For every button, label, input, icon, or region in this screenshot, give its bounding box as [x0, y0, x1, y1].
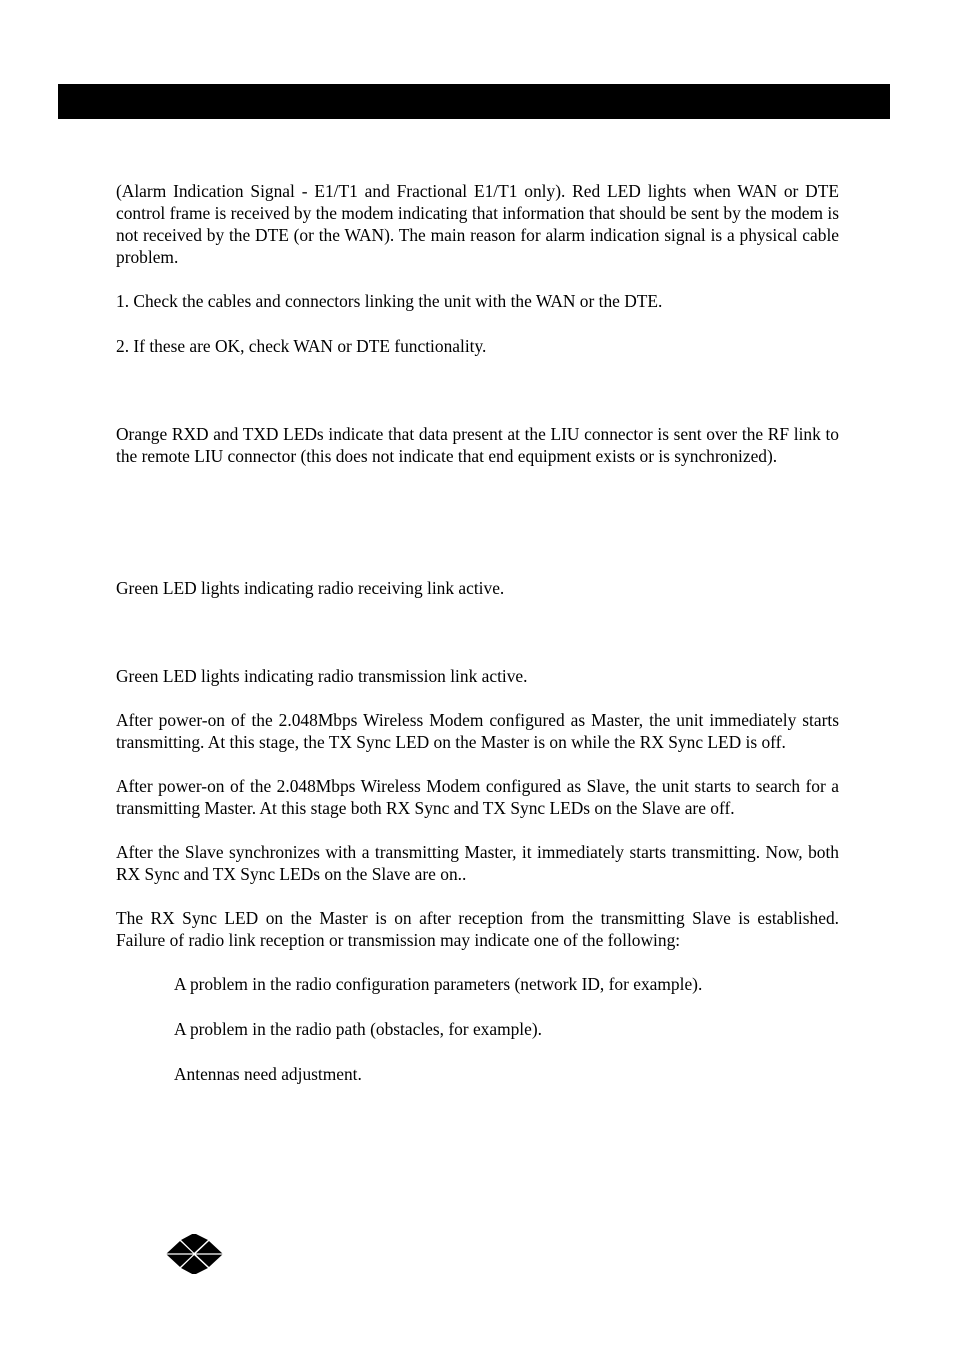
master-poweron-paragraph: After power-on of the 2.048Mbps Wireless Modem configured as Master, the unit immediately starts transmitting. At this stage, the TX Sync LED on the Master is on while the RX Sync LED is off. [116, 710, 839, 752]
slave-poweron-paragraph: After power-on of the 2.048Mbps Wireless Modem configured as Slave, the unit starts to search for a transmitting Master. At this stage both RX Sync and TX Sync LEDs on the Slave are off. [116, 776, 839, 818]
slave-sync-paragraph: After the Slave synchronizes with a transmitting Master, it immediately starts transmitting. Now, both RX Sync and TX Sync LEDs on the Slave are on.. [116, 842, 839, 884]
ais-step-1: 1. Check the cables and connectors linking the unit with the WAN or the DTE. [116, 291, 663, 311]
tx-sync-description: Green LED lights indicating radio transmission link active. [116, 666, 528, 686]
header-bar [58, 84, 890, 119]
ais-step-2: 2. If these are OK, check WAN or DTE functionality. [116, 336, 487, 356]
ais-description: (Alarm Indication Signal - E1/T1 and Fractional E1/T1 only). Red LED lights when WAN or DTE control frame is received by the modem indicating that information that should be sent by the modem is not received by the DTE (or the WAN). The main reason for alarm indication signal is a physical cable problem. [116, 181, 839, 267]
failure-cause-item: A problem in the radio path (obstacles, for example). [174, 1019, 542, 1039]
failure-cause-item: Antennas need adjustment. [174, 1064, 362, 1084]
failure-cause-item: A problem in the radio configuration parameters (network ID, for example). [174, 974, 703, 994]
rx-sync-description: Green LED lights indicating radio receiving link active. [116, 578, 505, 598]
master-rx-paragraph: The RX Sync LED on the Master is on after reception from the transmitting Slave is established. Failure of radio link reception or transmission may indicate one of the following: [116, 908, 839, 950]
black-box-logo-icon [166, 1234, 223, 1274]
rxd-txd-description: Orange RXD and TXD LEDs indicate that data present at the LIU connector is sent over the RF link to the remote LIU connector (this does not indicate that end equipment exists or is synchronized). [116, 424, 839, 466]
document-body [116, 180, 839, 1085]
